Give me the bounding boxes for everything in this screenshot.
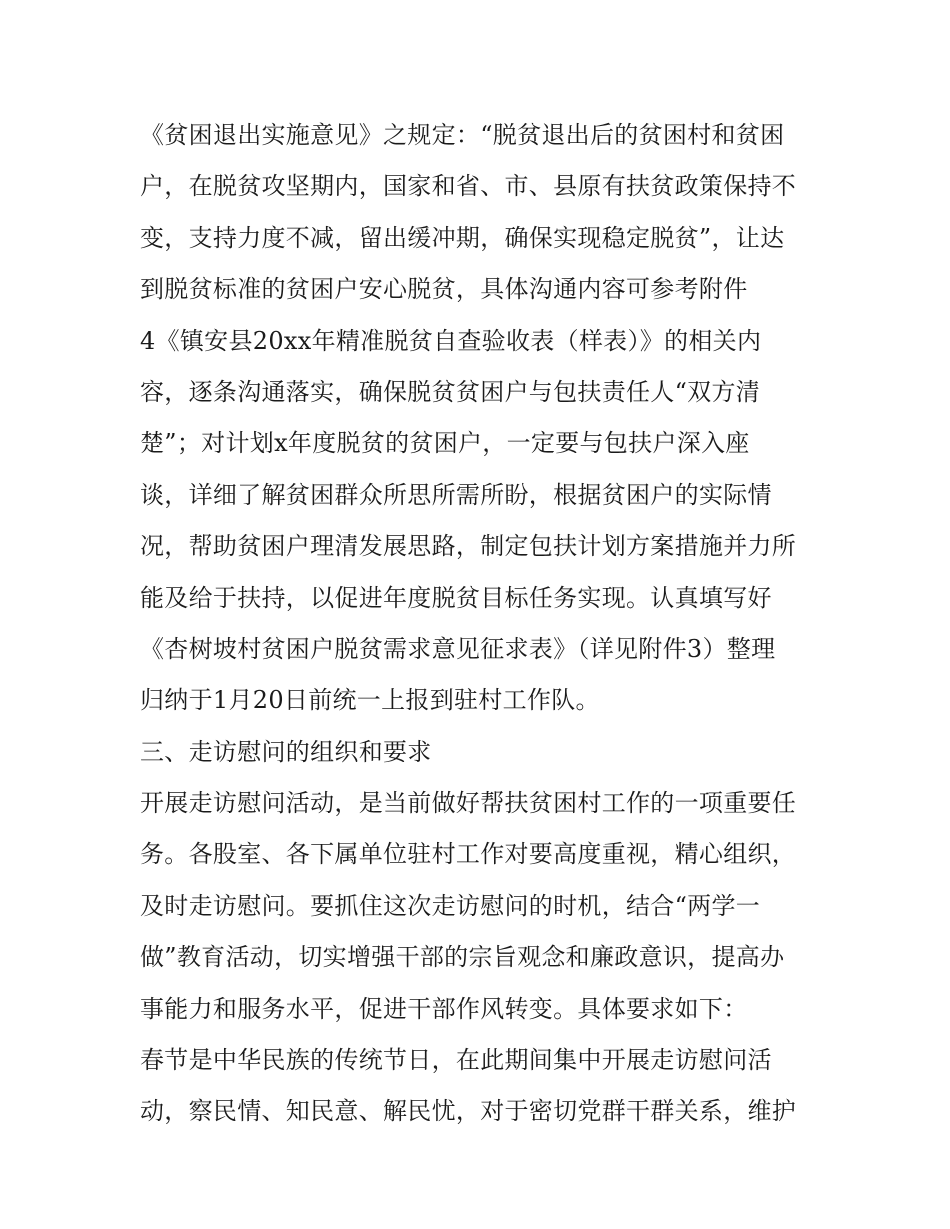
text-line: 变，支持力度不减，留出缓冲期，确保实现稳定脱贫”，让达 [140,223,785,252]
text-line: 楚”；对计划x年度脱贫的贫困户，一定要与包扶户深入座 [140,429,750,458]
section-heading: 三、走访慰问的组织和要求 [140,737,432,766]
text-line: 况，帮助贫困户理清发展思路，制定包扶计划方案措施并力所 [140,532,797,561]
text-line: 到脱贫标准的贫困户安心脱贫，具体沟通内容可参考附件 [140,275,748,304]
text-line: 归纳于1月20日前统一上报到驻村工作队。 [140,686,600,715]
text-line: 及时走访慰问。要抓住这次走访慰问的时机，结合“两学一 [140,891,761,920]
text-line: 事能力和服务水平，促进干部作风转变。具体要求如下： [140,994,748,1023]
text-line: 4《镇安县20xx年精准脱贫自查验收表（样表）》的相关内 [140,326,762,355]
text-line: 谈，详细了解贫困群众所思所需所盼，根据贫困户的实际情 [140,480,772,509]
text-line: 户，在脱贫攻坚期内，国家和省、市、县原有扶贫政策保持不 [140,172,797,201]
document-body [140,110,820,1138]
text-line: 《杏树坡村贫困户脱贫需求意见征求表》（详见附件3）整理 [140,634,776,663]
text-line: 做”教育活动，切实增强干部的宗旨观念和廉政意识，提高办 [140,943,785,972]
text-line: 动，察民情、知民意、解民忧，对于密切党群干群关系，维护 [140,1097,797,1126]
text-line: 《贫困退出实施意见》之规定：“脱贫退出后的贫困村和贫困 [140,121,785,149]
text-line: 容，逐条沟通落实，确保脱贫贫困户与包扶责任人“双方清 [140,377,761,406]
text-line: 春节是中华民族的传统节日，在此期间集中开展走访慰问活 [140,1046,772,1075]
text-line: 开展走访慰问活动，是当前做好帮扶贫困村工作的一项重要任 [140,789,797,818]
text-line: 务。各股室、各下属单位驻村工作对要高度重视，精心组织， [140,840,797,869]
text-line: 能及给于扶持，以促进年度脱贫目标任务实现。认真填写好 [140,583,772,612]
